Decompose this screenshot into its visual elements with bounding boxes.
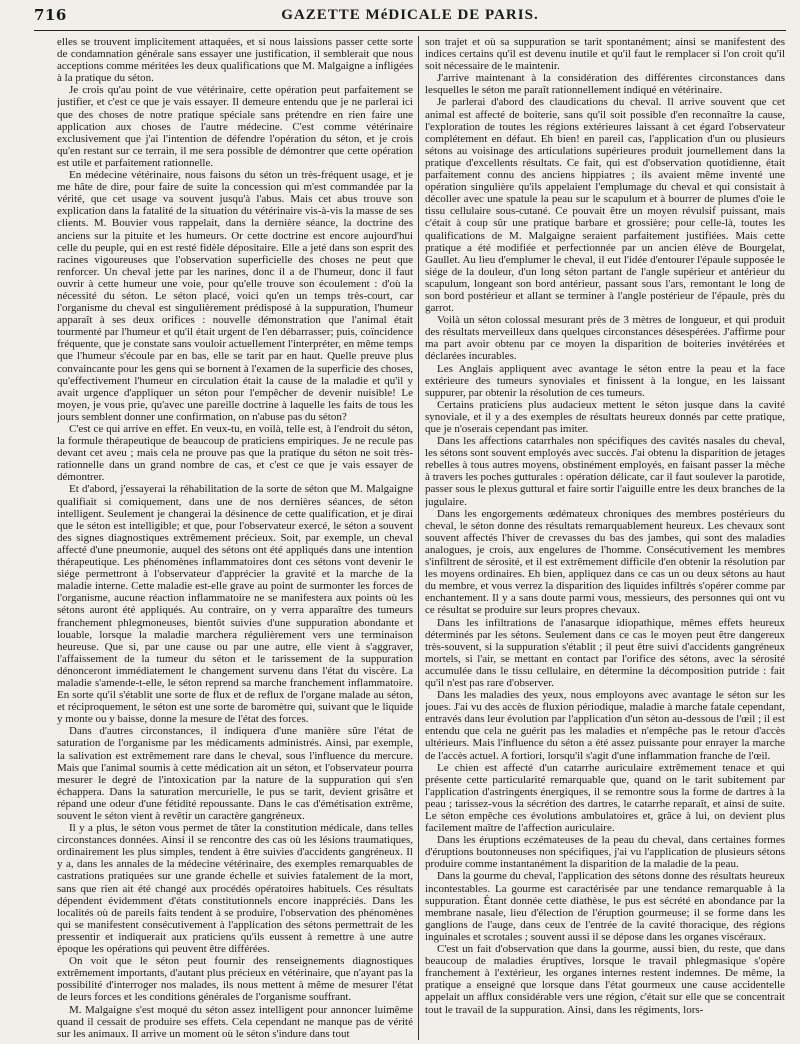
paragraph: Il y a plus, le séton vous permet de tâter la constitution médicale, dans telles circonstances données. Ainsi il se rencontre des cas où les lésions traumatiques, ordinairement les plus simples, tendent à être suivies d'accidents gangréneux. Il y a, dans les annales de la médecine vétérinaire, des exemples remarquables de castrations pratiquées sur une grande échelle et suivies fatalement de la mort, sans que rien ait été changé aux procédés opératoires habituels. Ces résultats dépendent évidemment d'états constitutionnels encore inappréciés. Dans les localités où de pareils faits tendent à se produire, l'observation des phénomènes qui se manifestent consécutivement à l'application des sétons permettrait de les pressentir et indiquerait aux praticiens qu'ils eussent à remettre à une autre époque les opérations qui peuvent être différées. — [57, 822, 413, 956]
paragraph: son trajet et où sa suppuration se tarit spontanément; ainsi se manifestent des indices certains qu'il est devenu inutile et qu'il faut le remplacer si l'on croit qu'il soit nécessaire de le maintenir. — [425, 36, 785, 73]
paragraph: C'est un fait d'observation que dans la gourme, aussi bien, du reste, que dans beaucoup de maladies éruptives, lorsque le travail phlegmasique s'opère franchement à l'extérieur, les organes internes restent indemnes. De même, la pratique a enseigné que lorsque dans l'état gourmeux une cause accidentelle appelait un afflux considérable vers une région, c'était sur elle que se concentrait tout le travail de la suppuration. Ainsi, dans les régiments, lors- — [425, 943, 785, 1016]
paragraph: Dans les infiltrations de l'anasarque idiopathique, mêmes effets heureux déterminés par les sétons. Seulement dans ce cas le moyen peut être dangereux très-souvent, si la suppuration s'établit ; il peut être suivi d'accidents gangréneux mortels, si l'air, se mettant en contact par l'orifice des sétons, avec la sérosité accumulée dans le tissu cellulaire, en détermine la décomposition putride : fait qu'il n'est pas rare d'observer. — [425, 616, 785, 689]
paragraph: C'est ce qui arrive en effet. En veux-tu, en voilà, telle est, à l'endroit du séton, la formule thérapeutique de beaucoup de praticiens empiriques. Je ne recule pas devant cet aveu ; mais cela ne prouve pas que la pratique du séton ne soit très-rationnelle dans un grand nombre de cas, et c'est ce que je vais essayer de démontrer. — [57, 423, 413, 484]
paragraph: Dans les maladies des yeux, nous employons avec avantage le séton sur les joues. J'ai vu des accès de fluxion périodique, maladie à marche fatale cependant, entravés dans leur évolution par l'application d'un séton au-dessous de l'œil ; il est entendu que cela ne guérit pas les maladies et n'empêche pas le retour d'accès ultérieurs. Mais l'influence du séton a été assez puissante pour enrayer la marche de l'accès actuel. A fortiori, lorsqu'il s'agit d'une inflammation franche de l'œil. — [425, 689, 785, 762]
paragraph: Je crois qu'au point de vue vétérinaire, cette opération peut parfaitement se justifier, et c'est ce que je vais essayer. Il demeure entendu que je ne parlerai ici que des choses de notre pratique spéciale sans prétendre en rien faire une application aux choses de l'autre médecine. C'est comme vétérinaire exclusivement que j'ai l'intention de défendre l'opération du séton, et je crois qu'en restant sur ce terrain, il me sera possible de démontrer que cette opération est utile et parfaitement rationnelle. — [57, 84, 413, 169]
paragraph: Dans les engorgements œdémateux chroniques des membres postérieurs du cheval, le séton donne des résultats remarquablement heureux. Les chevaux sont souvent affectés l'hiver de crevasses du bas des jambes, qui sont des maladies analogues, je crois, aux engelures de l'homme. Consécutivement les membres s'infiltrent de sérosité, et il est extrêmement difficile d'en obtenir la résolution par les moyens ordinaires. Eh bien, appliquez dans ce cas un ou deux sétons au haut du membre, et vous verrez la disparition des liquides infiltrés s'opérer comme par enchantement. Il y a sans doute parmi vous, messieurs, des personnes qui ont vu ce résultat se produire sur leurs propres chevaux. — [425, 507, 785, 617]
paragraph: Voilà un séton colossal mesurant près de 3 mètres de longueur, et qui produit des résultats merveilleux dans quelques circonstances désespérées. J'affirme pour ma part avoir obtenu par ce moyen la disparition de boiteries invétérées et déclarées incurables. — [425, 314, 785, 363]
paragraph: Dans les affections catarrhales non spécifiques des cavités nasales du cheval, les sétons sont souvent employés avec succès. J'ai obtenu la disparition de jetages rebelles à tous autres moyens, obstinément employés, en faisant passer la mèche à travers les poches gutturales : opération délicate, car il faut soulever la parotide, passer sous le plexus guttural et faire sortir l'aiguille entre les deux branches de la jugulaire. — [425, 435, 785, 508]
paragraph: Certains praticiens plus audacieux mettent le séton jusque dans la cavité synoviale, et il y a des exemples de résultats heureux donnés par cette pratique, que je n'oserais cependant pas imiter. — [425, 398, 785, 435]
paragraph: On voit que le séton peut fournir des renseignements diagnostiques extrêmement importants, d'autant plus précieux en vétérinaire, que n'ayant pas la possibilité d'interroger nos malades, ils nous mettent à même de mesurer l'état de leurs forces et les conditions générales de l'organisme souffrant. — [57, 955, 413, 1004]
paragraph: J'arrive maintenant à la considération des différentes circonstances dans lesquelles le séton me paraît rationnellement indiqué en vétérinaire. — [425, 72, 785, 97]
paragraph: elles se trouvent implicitement attaquées, et si nous laissions passer cette sorte de condamnation générale sans essayer une justification, il semblerait que nous acceptions comme méritées les deux qualifications que M. Malgaigne a infligées à la pratique du séton. — [57, 36, 413, 85]
paragraph: En médecine vétérinaire, nous faisons du séton un très-fréquent usage, et je me hâte de dire, pour faire de suite la concession qui m'est commandée par la vérité, que cet usage va souvent jusqu'à l'abus. Mais cet abus trouve son explication dans la fatalité de la situation du vétérinaire vis-à-vis la masse de ses clients. M. Bouvier vous rappelait, dans la dernière séance, la doctrine des anciens sur la pituite et les humeurs. Or cette doctrine est encore aujourd'hui celle du peuple, qui en est resté fidèle dépositaire. Elle a jeté dans son esprit des racines vigoureuses que l'observation superficielle des choses ne peut que renforcer. Un cheval jette par les narines, donc il a de l'humeur, donc il faut ouvrir à cette humeur une voie, pour qu'elle trouve son écoulement : d'où la nécessité du séton. Le séton placé, voici qu'en un temps très-court, car l'organisme du cheval est singulièrement prédisposé à la suppuration, l'humeur apparaît à ses deux orifices : nouvelle démonstration que l'animal était tourmenté par l'humeur et qu'il était urgent de l'en débarrasser; puis, coïncidence fréquente, que je constate sans vouloir actuellement l'interpréter, en même temps que l'humeur s'écoule par en bas, elle se tarit par en haut. Quelle preuve plus convaincante pour les gens qui se bornent à l'examen de la superficie des choses, qu'effectivement l'humeur en circulation était la cause de la maladie et qu'il y avait urgence d'appliquer un séton pour l'empêcher de devenir nuisible! Le moyen, je vous prie, qu'avec une pareille doctrine à laquelle les faits de tous les jours semblent donner une confirmation, on n'abuse pas du séton? — [57, 169, 413, 423]
paragraph: Dans la gourme du cheval, l'application des sétons donne des résultats heureux incontestables. La gourme est caractérisée par une tendance remarquable à la suppuration. Étant donnée cette diathèse, le pus est sécrété en abondance par la membrane nasale, lieu d'élection de l'éruption gourmeuse; il se forme dans les ganglions de l'auge, dans ceux de l'entrée de la cavité thoracique, des régions inguinales et scrotales ; souvent aussi il se dépose dans les organes viscéraux. — [425, 870, 785, 943]
header-rule — [34, 30, 786, 31]
left-column — [57, 36, 413, 1040]
column-divider — [418, 36, 419, 1040]
paragraph: Le chien est affecté d'un catarrhe auriculaire extrêmement tenace et qui présente cette particularité remarquable que, quand on le tarit subitement par l'application d'astringents énergiques, il se remontre sous la forme de dartres à la peau ; tarissez-vous la sécrétion des dartres, le catarrhe reparaît, et ainsi de suite. Le séton empêche ces évolutions ambulatoires et, grâce à lui, on devient plus facilement maître de l'affection auriculaire. — [425, 761, 785, 835]
paragraph: Je parlerai d'abord des claudications du cheval. Il arrive souvent que cet animal est affecté de boiterie, sans qu'il soit possible d'en reconnaître la cause, l'exploration de toutes les régions extérieures laissant à cet égard l'observateur complétement en défaut. Eh bien! en pareil cas, l'application d'un ou plusieurs sétons au voisinage des articulations supérieures produit journellement dans la pratique d'excellents résultats. Ce fait, qui est d'observation quotidienne, était parfaitement connu des anciens hippiatres ; ils avaient même inventé une opération singulière qu'ils appelaient l'emplumage du cheval et qui consistait à décoller avec une spatule la peau sur le scapulum et à bourrer de plumes d'oie le tissu cellulaire sous-cutané. Ce pouvait être un moyen révulsif puissant, mais c'était à coup sûr une pratique barbare et grossière; pour celle-là, toutes les qualifications de M. Malgaigne seraient parfaitement justifiées. Mais cette pratique a été modifiée et perfectionnée par un ancien élève de Bourgelat, Gaullet. Au lieu d'emplumer le cheval, il eut l'idée d'entourer l'épaule supposée le siége de la douleur, d'un long séton partant de l'angle supérieur et antérieur du scapulum, longeant son bord antérieur, passant sous l'ars, remontant le long de son bord postérieur et allant se terminer à l'angle postérieur de l'épaule, près du garrot. — [425, 96, 785, 315]
page-number: 716 — [34, 6, 67, 24]
page-header — [34, 6, 786, 28]
paragraph: Et d'abord, j'essayerai la réhabilitation de la sorte de séton que M. Malgaigne qualifiait si comiquement, dans une de nos dernières séances, de séton intelligent. Seulement je changerai la désinence de cette qualification, et je dirai que le séton est intelligible; et que, pour l'observateur exercé, le séton a souvent des signes diagnostiques extrêmement précieux. Soit, par exemple, un cheval affecté d'une pneumonie, auquel des sétons ont été appliqués dans une intention thérapeutique. Les phénomènes inflammatoires dont ces sétons vont devenir le siége permettront à l'observateur d'apprécier la gravité et la marche de la maladie interne. Cette maladie est-elle grave au point de surmonter les forces de l'organisme, aucune réaction inflammatoire ne se manifestera aux points où les sétons auront été appliqués. Au contraire, on y verra apparaître des tumeurs franchement phlegmoneuses, bientôt suivies d'une suppuration abondante et louable, lorsque la maladie marchera régulièrement vers une terminaison heureuse. Que si, par une cause ou par une autre, elle vient à s'aggraver, l'affaissement de la tumeur du séton et le tarissement de la suppuration dénonceront immédiatement le changement survenu dans l'état du viscère. La maladie s'amende-t-elle, le séton reprend sa marche franchement inflammatoire. En sorte qu'il s'établit une sorte de flux et de reflux de l'organe malade au séton, et réciproquement, le séton est une sorte de baromètre qui, suivant que le liquide y monte ou y baisse, donne la mesure de l'état des forces. — [57, 483, 413, 726]
paragraph: M. Malgaigne s'est moqué du séton assez intelligent pour annoncer luimême quand il cessait de produire ses effets. Cela cependant ne manque pas de vérité sur les animaux. Il arrive un moment où le séton s'indure dans tout — [57, 1003, 413, 1040]
paragraph: Les Anglais appliquent avec avantage le séton entre la peau et la face extérieure des tumeurs synoviales et finissent à la longue, en les laissant suppurer, par obtenir la résolution de ces tumeurs. — [425, 362, 785, 399]
paragraph: Dans les éruptions eczémateuses de la peau du cheval, dans certaines formes d'éruptions boutonneuses non spécifiques, j'ai vu l'application de plusieurs sétons produire comme instantanément la disparition de la maladie de la peau. — [425, 834, 785, 871]
right-column — [425, 36, 785, 1040]
journal-title: GAZETTE MéDICALE DE PARIS. — [281, 7, 539, 23]
paragraph: Dans d'autres circonstances, il indiquera d'une manière sûre l'état de saturation de l'organisme par les médicaments administrés. Ainsi, par exemple, la salivation est extrêmement rare dans le cheval, sous l'influence du mercure. Mais que l'animal soumis à cette médication ait un séton, et l'observateur pourra mesurer le degré de l'intoxication par la nature de la suppuration qui s'en échappera. Dans la saturation mercurielle, le pus se tarit, devient grisâtre et répand une odeur d'une fétidité repoussante. Dans le cas d'émétisation extrême, souvent le séton vient à revêtir un caractère gangréneux. — [57, 725, 413, 822]
